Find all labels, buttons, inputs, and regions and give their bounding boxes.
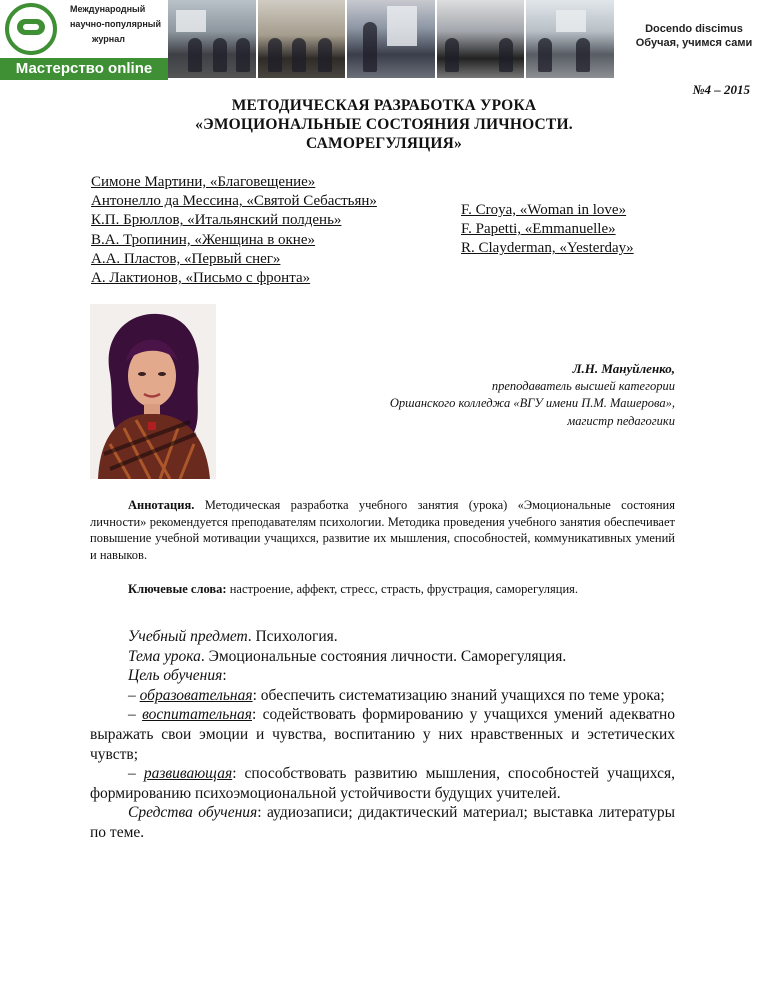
artwork-item: Симоне Мартини, «Благовещение»: [91, 174, 316, 190]
annotation: [90, 497, 675, 563]
author-name: Л.Н. Мануйленко,: [572, 361, 675, 376]
lesson-goal: Цель обучения:: [128, 667, 227, 685]
keywords-text: настроение, аффект, стресс, страсть, фрустрация, саморегуляция.: [226, 582, 579, 596]
music-item: F. Croya, «Woman in love»: [461, 202, 627, 218]
lesson-topic: Тема урока. Эмоциональные состояния личности. Саморегуляция.: [128, 647, 567, 665]
article-title: МЕТОДИЧЕСКАЯ РАЗРАБОТКА УРОКА «ЭМОЦИОНАЛЬНЫЕ СОСТОЯНИЯ ЛИЧНОСТИ. САМОРЕГУЛЯЦИЯ»: [195, 97, 573, 152]
keywords-label: Ключевые слова:: [128, 582, 227, 596]
journal-banner: [0, 0, 768, 80]
banner-photo: [526, 0, 614, 78]
lesson-means: Средства обучения: аудиозаписи; дидактический материал; выставка литературы по теме.: [90, 804, 675, 841]
artwork-item: К.П. Брюллов, «Итальянский полдень»: [91, 212, 342, 229]
keywords: [90, 581, 675, 597]
artwork-item: А. Лактионов, «Письмо с фронта»: [91, 270, 311, 287]
journal-logo: [0, 0, 168, 80]
banner-photo: [347, 0, 435, 78]
music-item: R. Clayderman, «Yesterday»: [461, 240, 634, 257]
journal-motto: Docendo discimus Обучая, учимся сами: [635, 23, 753, 49]
lesson-subject: Учебный предмет. Психология.: [128, 628, 338, 645]
music-item: F. Papetti, «Emmanuelle»: [461, 221, 616, 238]
artworks-list: [91, 173, 377, 288]
author-position: преподаватель высшей категории: [491, 378, 675, 393]
banner-photo-strip: [168, 0, 614, 78]
journal-title: Мастерство online: [0, 58, 168, 80]
annotation-text: Методическая разработка учебного занятия (урока) «Эмоциональные состояния личности» рекомендуется преподавателям психологии. Методика проведения учебного занятия обеспечивает повышение учебной мотивации учащихся, развитие их мышления, способностей, коммуникативных умений и навыков.: [90, 498, 675, 562]
banner-photo: [437, 0, 525, 78]
banner-photo: [168, 0, 256, 78]
goal-developmental: – развивающая: способствовать развитию мышления, способностей учащихся, формированию психоэмоциональной устойчивости будущих учителей.: [90, 765, 675, 802]
annotation-label: Аннотация.: [128, 498, 195, 512]
author-info: [390, 360, 675, 430]
lesson-body: [90, 627, 675, 843]
banner-photo: [258, 0, 346, 78]
author-affiliation: Оршанского колледжа «ВГУ имени П.М. Машерова»,: [389, 396, 675, 410]
author-degree: магистр педагогики: [567, 413, 675, 428]
hands-logo-icon: [5, 3, 57, 55]
journal-description: Международный научно-популярный журнал: [70, 4, 161, 44]
issue-number: №4 – 2015: [692, 82, 750, 97]
artwork-item: А.А. Пластов, «Первый снег»: [91, 250, 281, 267]
goal-educational: – образовательная: обеспечить систематизацию знаний учащихся по теме урока;: [128, 686, 665, 704]
artwork-item: Антонелло да Мессина, «Святой Себастьян»: [91, 193, 377, 210]
music-list: [461, 201, 634, 259]
goal-upbringing: – воспитательная: содействовать формированию у учащихся умений адекватно выражать свои эмоции и чувства, воспитанию у них нравственных и эстетических чувств;: [90, 706, 676, 763]
artwork-item: В.А. Тропинин, «Женщина в окне»: [91, 231, 315, 248]
author-portrait: [90, 304, 216, 479]
